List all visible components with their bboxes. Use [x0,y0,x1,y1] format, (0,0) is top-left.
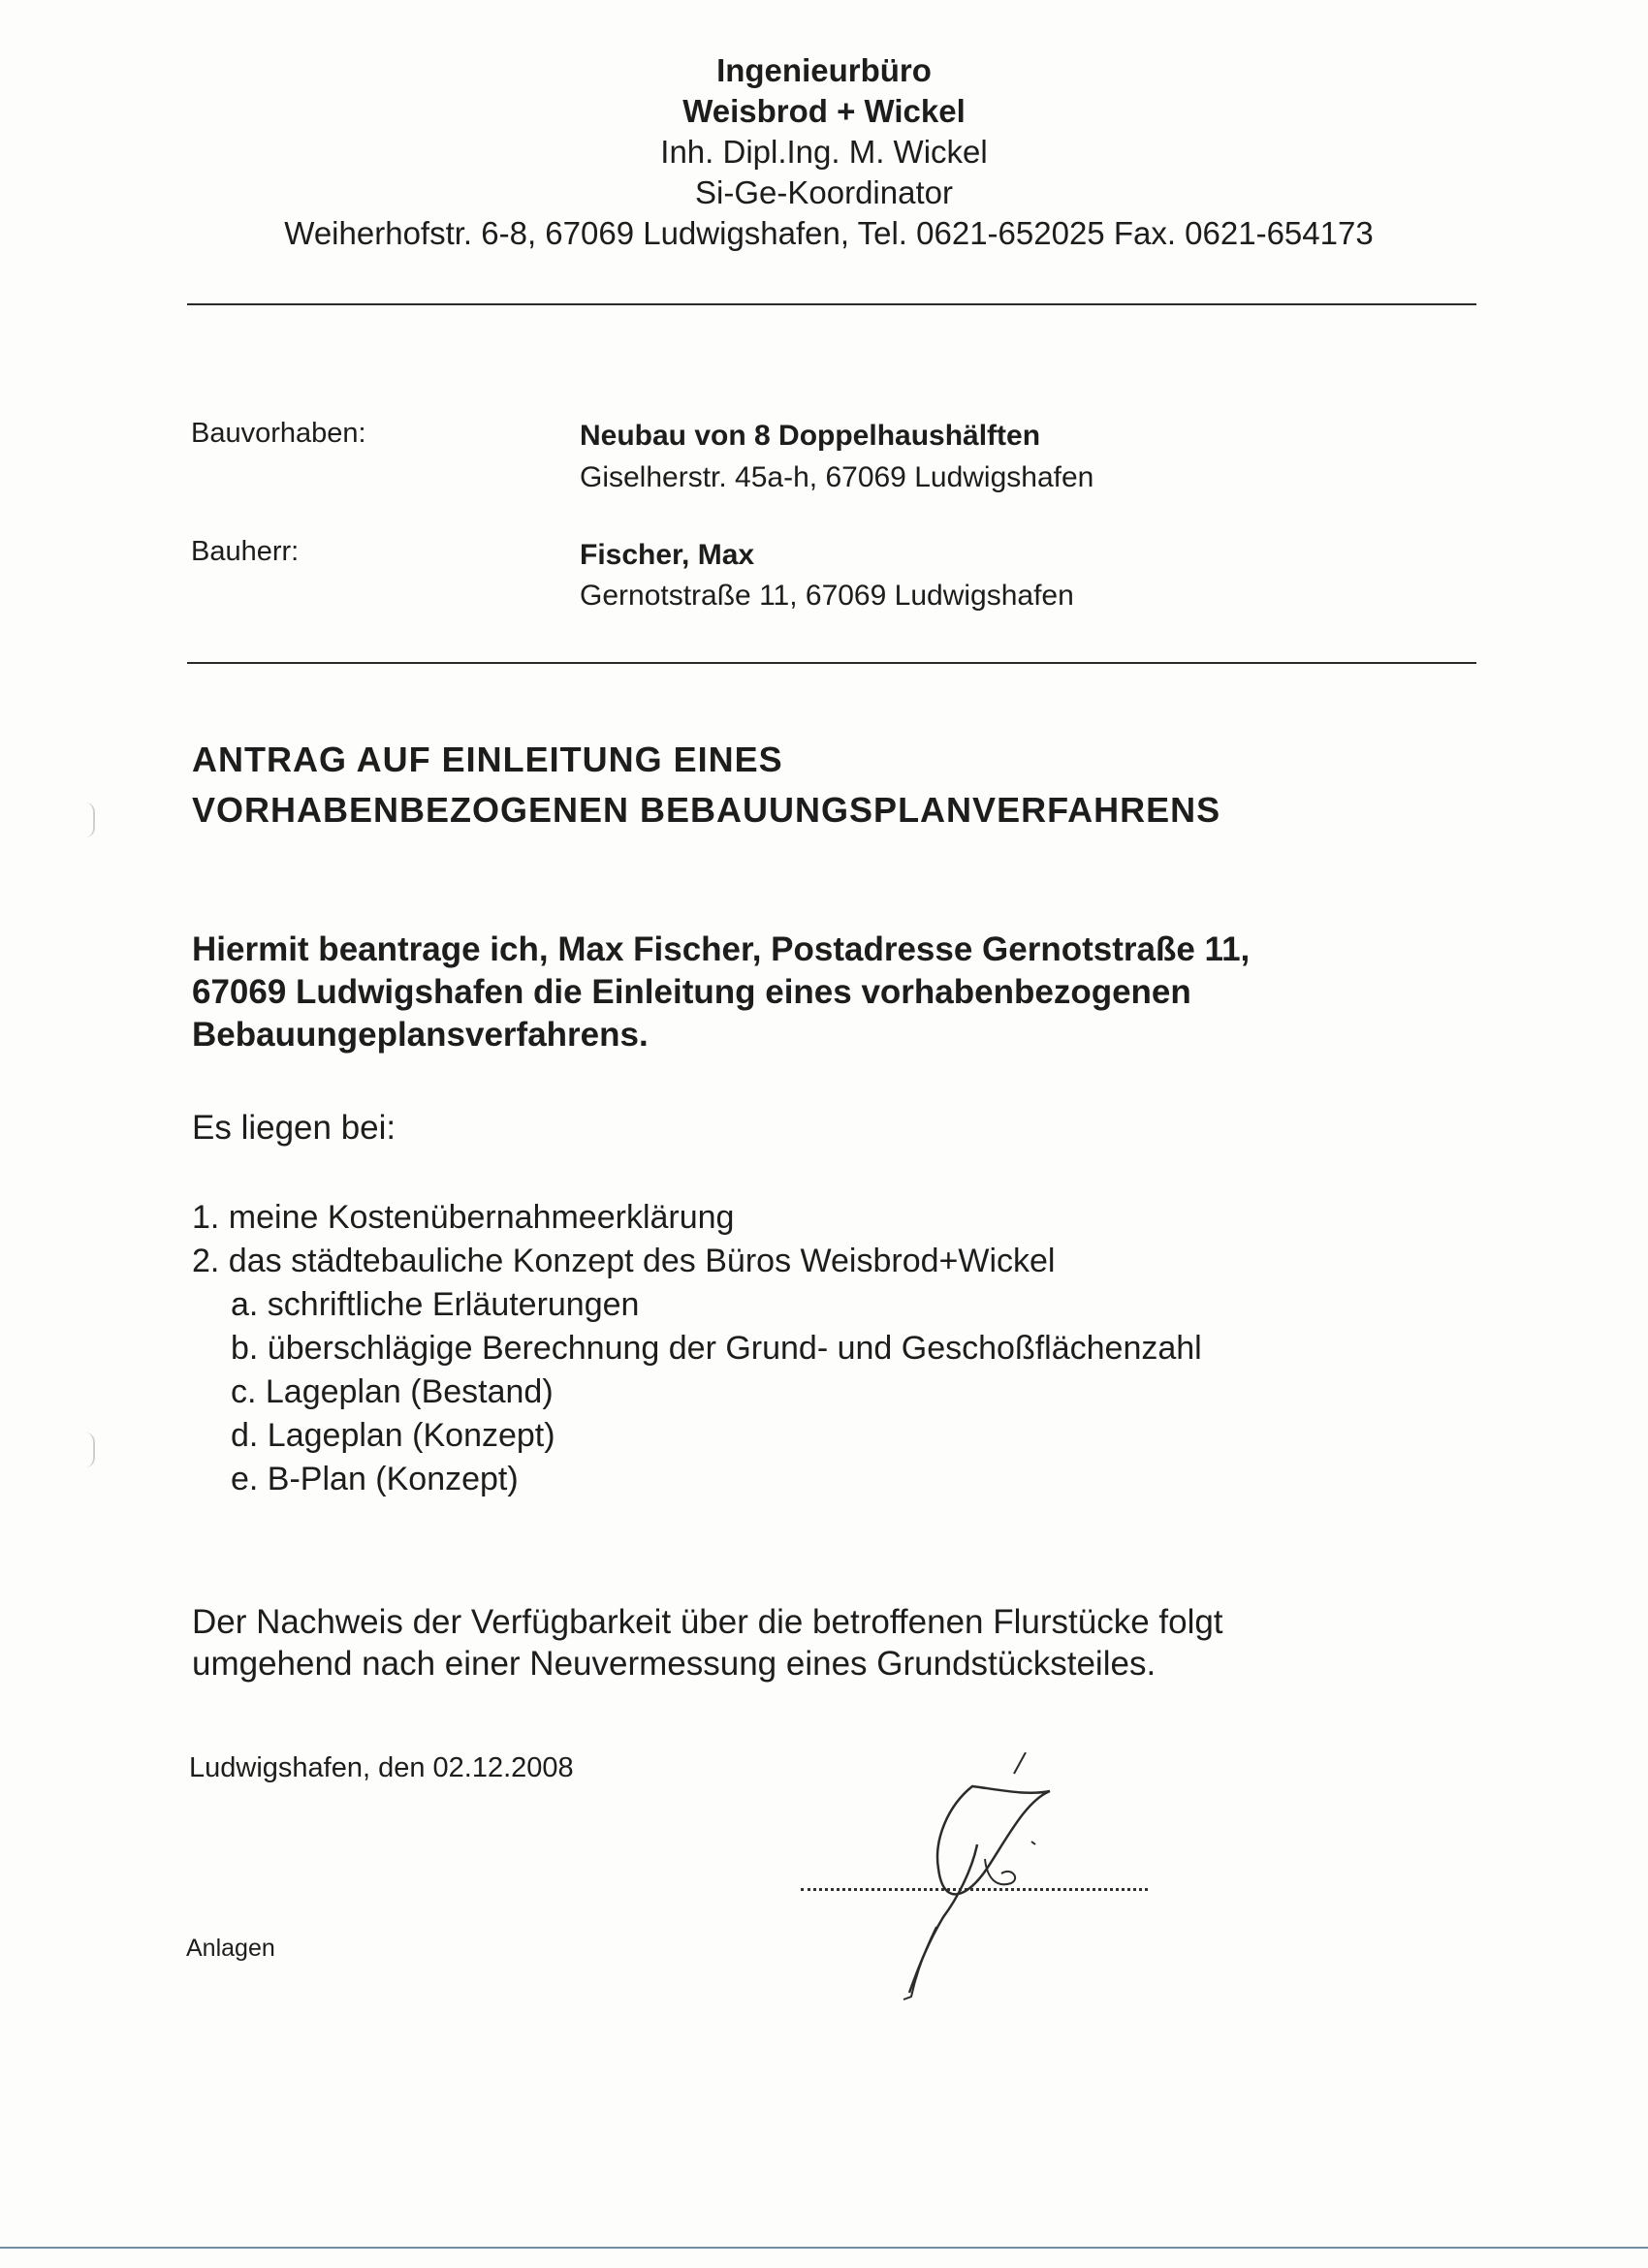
company-role: Si-Ge-Koordinator [695,174,953,210]
enclosure-list [192,1196,1202,1501]
project-divider [187,662,1476,664]
date-line: Ludwigshafen, den 02.12.2008 [189,1752,574,1783]
enclosures-intro: Es liegen bei: [192,1109,396,1147]
title-line-2: VORHABENBEZOGENEN BEBAUUNGSPLANVERFAHRENS [192,790,1221,830]
bauherr-name: Fischer, Max [580,539,755,571]
closing-paragraph [192,1601,1491,1685]
bauvorhaben-label: Bauvorhaben: [191,418,366,449]
header-divider [187,303,1476,305]
title-line-1: ANTRAG AUF EINLEITUNG EINES [192,740,783,779]
sub-list-item: b. überschlägige Berechnung der Grund- und Geschoßflächenzahl [231,1330,1202,1367]
scan-bottom-line [0,2247,1648,2249]
scan-mark [85,1433,95,1467]
scan-mark [85,803,95,837]
sub-list-item: e. B-Plan (Konzept) [231,1461,519,1497]
sub-list-item: c. Lageplan (Bestand) [231,1373,554,1410]
request-line-2: 67069 Ludwigshafen die Einleitung eines vorhabenbezogenen [192,973,1191,1011]
list-item: 2. das städtebauliche Konzept des Büros Weisbrod+Wickel [192,1243,1056,1279]
request-line-3: Bebauungeplansverfahrens. [192,1016,649,1054]
company-contact: Weiherhofstr. 6-8, 67069 Ludwigshafen, Tel. 0621-652025 Fax. 0621-654173 [284,215,1374,251]
bauvorhaben-title: Neubau von 8 Doppelhaushälften [580,420,1041,452]
anlagen-label: Anlagen [186,1935,275,1962]
letterhead [0,50,1648,254]
company-name: Weisbrod + Wickel [682,93,966,129]
sub-list-item: d. Lageplan (Konzept) [231,1417,555,1454]
bauvorhaben-address: Giselherstr. 45a-h, 67069 Ludwigshafen [580,461,1094,493]
request-paragraph [192,929,1491,1056]
closing-line-1: Der Nachweis der Verfügbarkeit über die betroffenen Flurstücke folgt [192,1603,1223,1641]
company-type: Ingenieurbüro [716,52,932,88]
bauherr-address: Gernotstraße 11, 67069 Ludwigshafen [580,580,1074,612]
document-title [192,735,1220,835]
list-item: 1. meine Kostenübernahmeerklärung [192,1199,735,1236]
request-line-1: Hiermit beantrage ich, Max Fischer, Postadresse Gernotstraße 11, [192,930,1251,968]
company-owner: Inh. Dipl.Ing. M. Wickel [660,134,988,170]
closing-line-2: umgehend nach einer Neuvermessung eines Grundstücksteiles. [192,1645,1157,1683]
signature-icon [841,1752,1093,2004]
sub-list-item: a. schriftliche Erläuterungen [231,1286,640,1323]
bauherr-label: Bauherr: [191,536,300,567]
